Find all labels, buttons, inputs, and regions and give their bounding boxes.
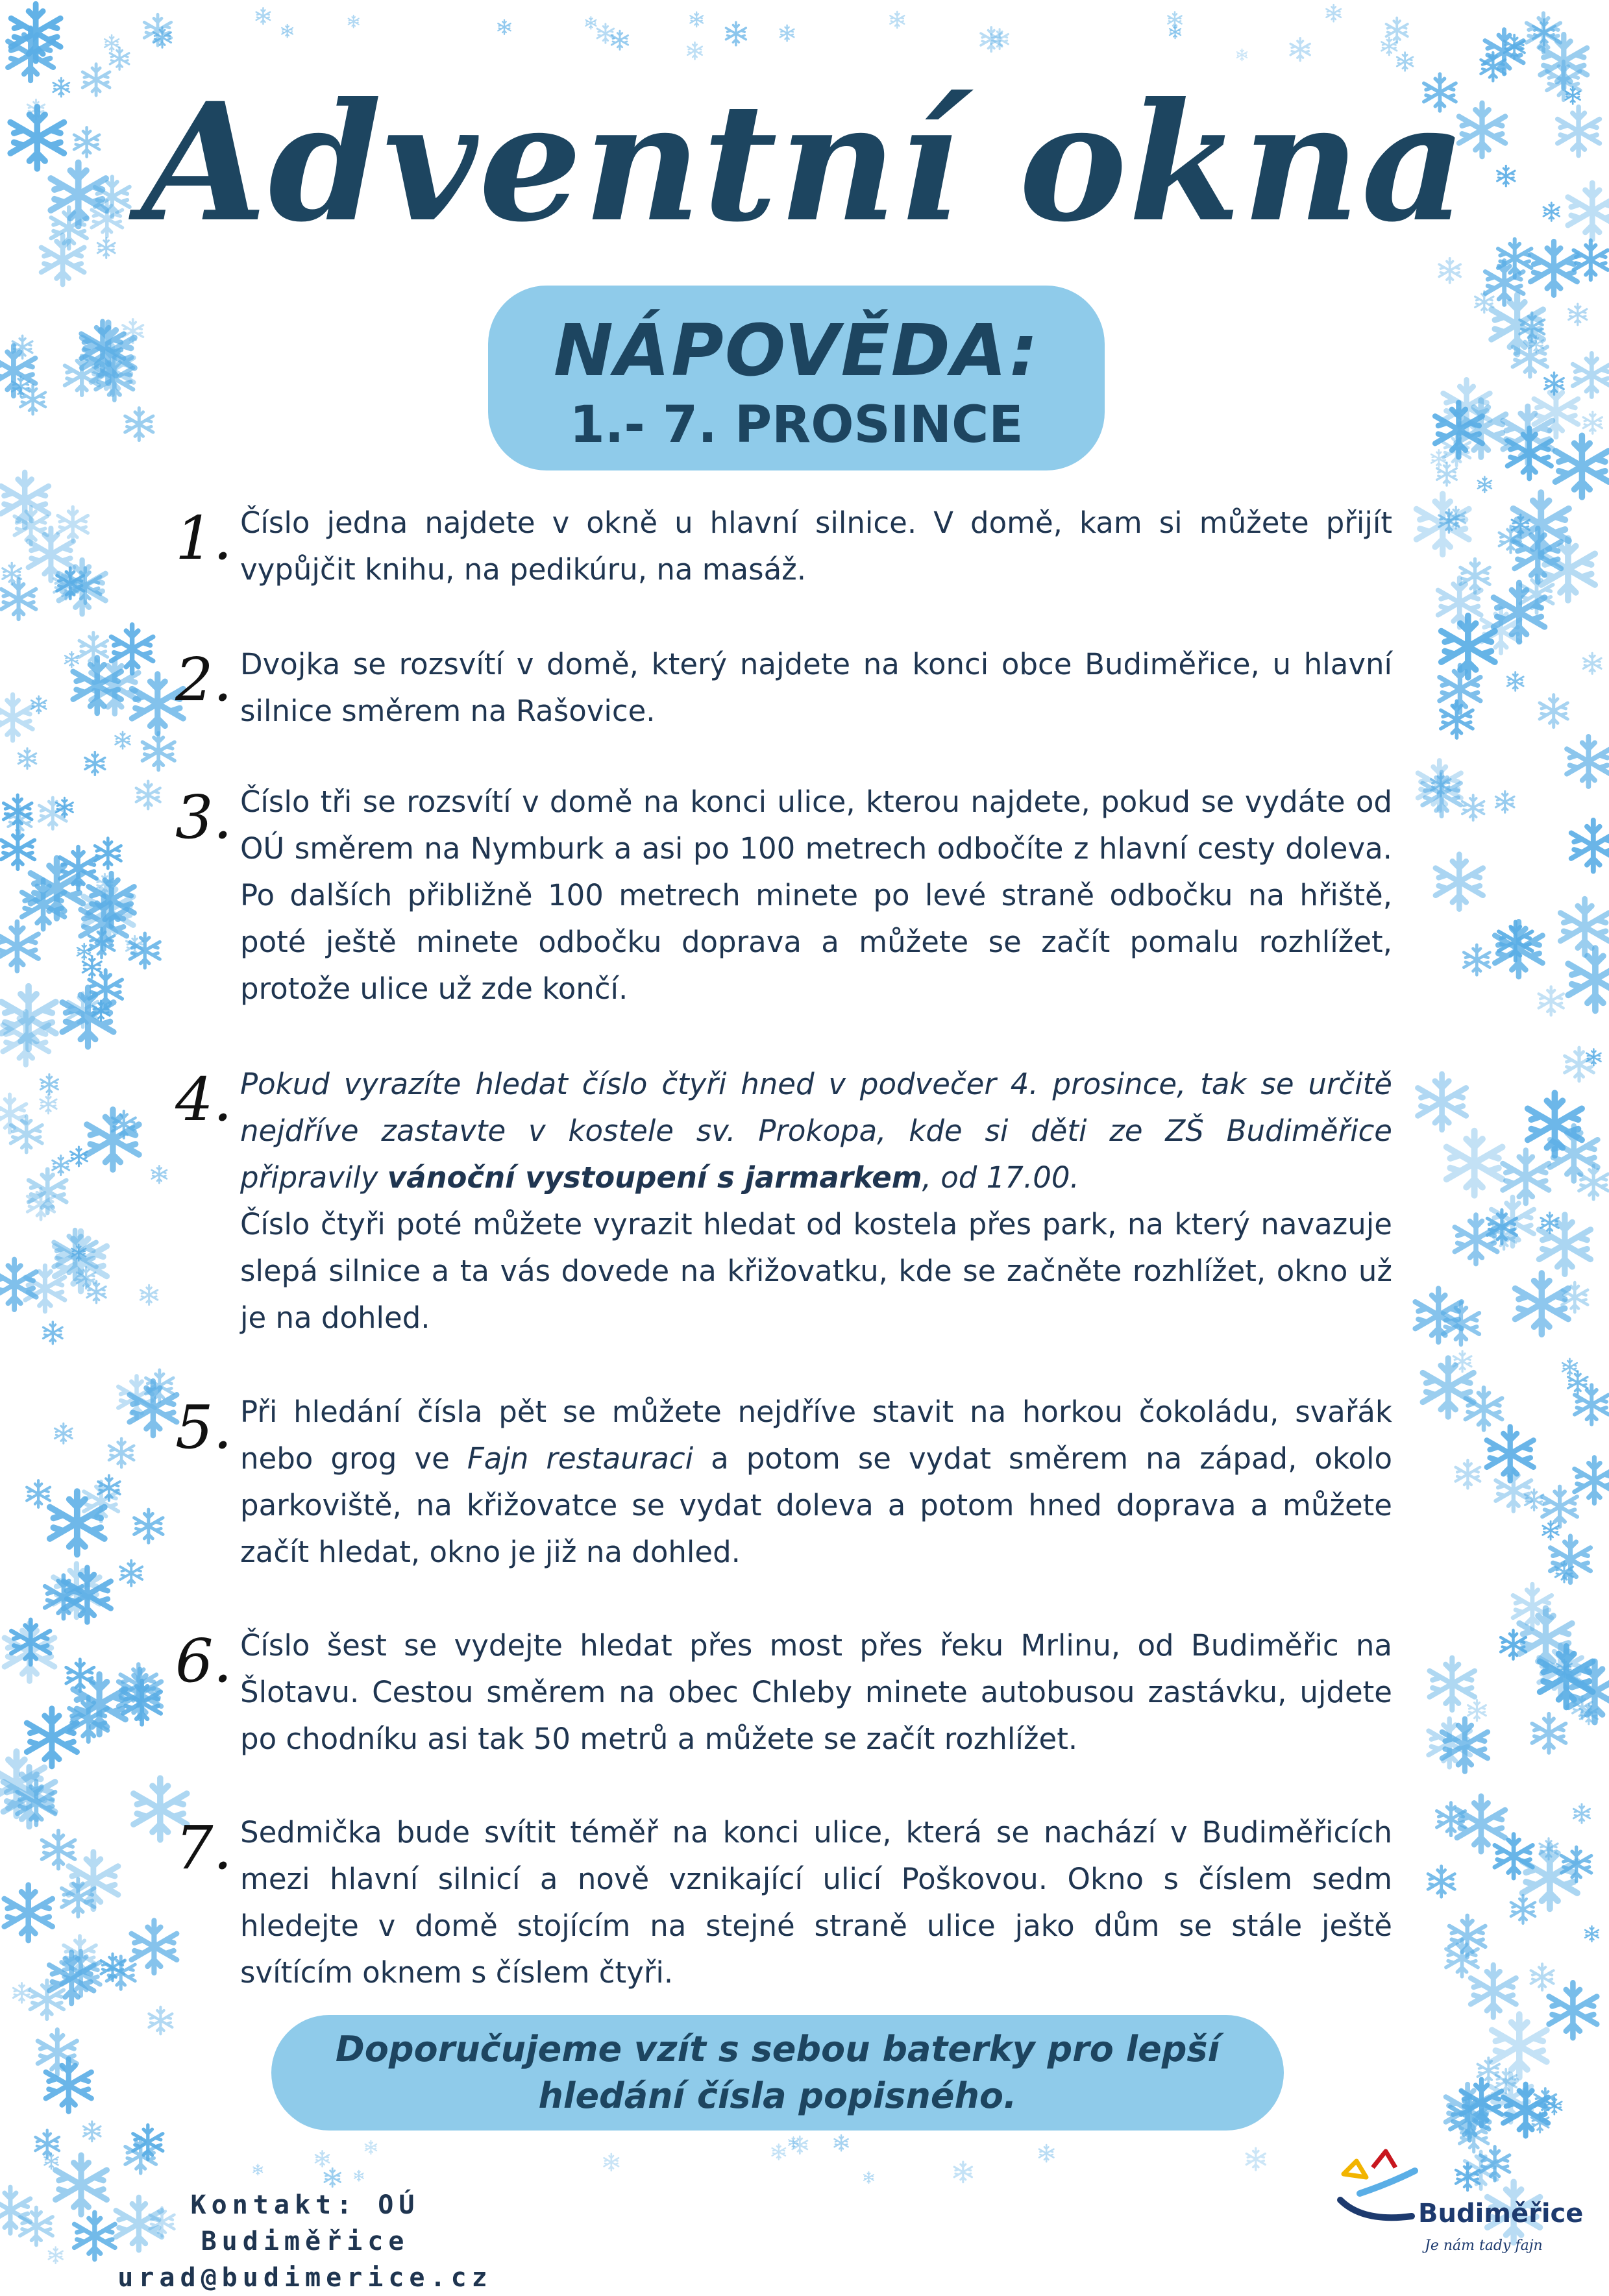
snowflake-icon [597, 24, 614, 43]
snowflake-icon [1579, 1166, 1608, 1199]
snowflake-icon [58, 507, 88, 542]
snowflake-icon [42, 1831, 75, 1869]
snowflake-icon [1447, 1131, 1503, 1195]
snowflake-icon [585, 17, 596, 29]
item-number: 3. [175, 783, 232, 852]
snowflake-icon [1549, 1983, 1597, 2038]
item-number: 4. [175, 1065, 232, 1134]
snowflake-icon [40, 1095, 56, 1114]
snowflake-icon [772, 2144, 785, 2160]
snowflake-icon [35, 2130, 59, 2157]
snowflake-icon [1478, 477, 1492, 493]
item-number: 1. [175, 504, 232, 573]
snowflake-icon [1569, 304, 1587, 324]
snowflake-icon [1573, 1804, 1590, 1823]
snowflake-icon [40, 1074, 58, 1094]
contact-office: Kontakt: OÚ Budiměřice [190, 2190, 420, 2256]
snowflake-icon [1527, 13, 1560, 52]
snowflake-icon [82, 957, 101, 978]
snowflake-icon [1462, 795, 1484, 820]
snowflake-icon [1170, 25, 1181, 38]
snowflake-icon [1542, 1487, 1577, 1527]
item-number: 7. [175, 1813, 232, 1883]
item-text: Číslo jedna najdete v okně u hlavní silnice. V domě, kam si můžete přijít vypůjčit knihu, na pedikúru, na masáž. [240, 506, 1392, 587]
snowflake-icon [604, 2154, 619, 2171]
snowflake-icon [65, 652, 79, 667]
hint-banner [488, 286, 1105, 470]
snowflake-icon [1457, 1796, 1505, 1852]
snowflake-icon [27, 1480, 50, 1508]
snowflake-icon [1423, 1358, 1473, 1417]
snowflake-icon [66, 1659, 94, 1692]
snowflake-icon [611, 31, 628, 49]
snowflake-icon [120, 1561, 142, 1586]
snowflake-icon [0, 922, 38, 971]
snowflake-icon [1573, 353, 1609, 397]
contact-info [78, 2187, 532, 2296]
snowflake-icon [1583, 653, 1601, 674]
snowflake-icon [3, 1012, 49, 1065]
item-text: Číslo tři se rozsvítí v domě na konci ulice, kterou najdete, pokud se vydáte od OÚ směrem na Nymburk a asi po 100 metrech odbočíte z hlavní cesty doleva. Po dalších přibližně 100 metrech minete po levé straně odbočku na hřiště, poté ještě minete odbočku doprava a můžete se začít pomalu rozhlížet, protože ulice už zde končí. [240, 785, 1392, 1006]
snowflake-icon [1511, 1896, 1535, 1924]
snowflake-icon [1555, 435, 1608, 497]
snowflake-icon [1503, 1150, 1549, 1203]
snowflake-icon [1568, 948, 1609, 1010]
snowflake-icon [354, 2171, 363, 2181]
snowflake-icon [1326, 5, 1340, 21]
snowflake-icon [1428, 1866, 1455, 1898]
snowflake-icon [27, 1709, 77, 1766]
snowflake-icon [864, 2172, 874, 2184]
snowflake-icon [79, 633, 108, 665]
snowflake-icon [1515, 1273, 1568, 1334]
snowflake-icon [1416, 1289, 1462, 1342]
municipality-logo [1337, 2148, 1584, 2271]
snowflake-icon [1430, 1658, 1475, 1710]
snowflake-icon [1468, 1700, 1486, 1721]
snowflake-icon [835, 2135, 848, 2151]
item-number: 2. [175, 645, 232, 714]
snowflake-icon [142, 733, 174, 770]
snowflake-icon [1471, 1965, 1516, 2018]
snowflake-icon [1539, 986, 1564, 1015]
snowflake-icon [253, 2164, 262, 2175]
snowflake-icon [315, 2151, 329, 2166]
snowflake-icon [1290, 38, 1310, 61]
snowflake-icon [104, 35, 119, 51]
snowflake-icon [85, 752, 105, 776]
snowflake-icon [140, 1285, 157, 1304]
logo-slogan: Je nám tady fajn [1425, 2238, 1543, 2254]
snowflake-icon [1560, 899, 1609, 955]
recommendation-line: Doporučujeme vzít s sebou baterky pro lepší [335, 2029, 1220, 2070]
snowflake-icon [282, 25, 293, 38]
snowflake-icon [152, 1166, 167, 1183]
snowflake-icon [1449, 1916, 1485, 1957]
snowflake-icon [890, 12, 904, 28]
snowflake-icon [954, 2162, 972, 2182]
snowflake-icon [95, 838, 121, 869]
snowflake-icon [365, 2141, 377, 2154]
snowflake-icon [1575, 1458, 1609, 1504]
snowflake-icon [1585, 1926, 1599, 1942]
snowflake-icon [1439, 258, 1460, 283]
recommendation-line: hledání čísla popisného. [538, 2075, 1017, 2116]
snowflake-icon [116, 731, 130, 748]
snowflake-icon [43, 1322, 62, 1344]
restaurant-name: Fajn restauraci [467, 1441, 694, 1476]
item-text: Sedmička bude svítit téměř na konci ulice, která se nachází v Budiměřicích mezi hlavní silnicí a nově vznikající ulicí Poškovou. Okno s číslem sedm hledejte v domě stojícím na stejné straně ulice jako dům se stále ještě svítícím oknem s číslem čtyři. [240, 1815, 1392, 1990]
snowflake-icon [49, 2247, 63, 2264]
snowflake-icon [1487, 1427, 1534, 1481]
snowflake-icon [1540, 695, 1567, 727]
snowflake-icon [1531, 1964, 1554, 1990]
snowflake-icon [1571, 820, 1609, 872]
snowflake-icon [1547, 2097, 1562, 2114]
snowflake-icon [1508, 428, 1551, 479]
item-text: Pokud vyrazíte hledat číslo čtyři hned v podvečer 4. prosince, tak se určitě nejdříve zastavte v kostele sv. Prokopa, kde si děti ze ZŠ Budiměřice připravily vánoční vystoupení s jarmarkem, od 17.00. Číslo čtyři poté můžete vyrazit hledat od kostela přes park, na který navazuje slepá silnice a ta vás dovede na křižovatku, kde se začněte rozhlížet, okno už je na dohled. [240, 1067, 1392, 1335]
snowflake-icon [5, 1885, 53, 1941]
snowflake-icon [1567, 737, 1609, 787]
snowflake-icon [349, 16, 359, 28]
snowflake-icon [1583, 412, 1602, 434]
snowflake-icon [1464, 945, 1490, 975]
recommendation-banner [271, 2015, 1284, 2131]
snowflake-icon [690, 12, 703, 27]
snowflake-icon [109, 1439, 134, 1467]
snowflake-icon [1, 580, 36, 620]
snowflake-icon [134, 1509, 163, 1543]
snowflake-icon [1418, 1074, 1466, 1130]
snowflake-icon [1237, 49, 1247, 61]
snowflake-icon [325, 2168, 341, 2186]
item-text: Při hledání čísla pět se můžete nejdříve stavit na horkou čokoládu, svařák nebo grog ve Fajn restauraci a potom se vydat směrem na západ, okolo parkoviště, na křižovatce se vydat doleva a potom hned doprava a můžete začít hledat, okno je již na dohled. [240, 1395, 1392, 1569]
snowflake-icon [1436, 855, 1483, 909]
page-title: Adventní okna [141, 67, 1468, 258]
snowflake-icon [55, 1423, 72, 1443]
snowflake-icon [1565, 1047, 1594, 1081]
snowflake-icon [53, 1156, 69, 1175]
contact-email[interactable]: urad@budimerice.cz [117, 2263, 493, 2293]
snowflake-icon [1507, 672, 1523, 691]
snowflake-icon [726, 22, 746, 45]
item-text: Číslo šest se vydejte hledat přes most přes řeku Mrlinu, od Budiměřic na Šlotavu. Cestou směrem na obec Chleby minete autobusou zastávku, ujdete po chodníku asi tak 50 metrů a můžete se začít rozhlížet. [240, 1628, 1392, 1756]
snowflake-icon [13, 1983, 30, 2003]
snowflake-icon [1039, 2145, 1053, 2162]
snowflake-icon [256, 8, 270, 24]
snowflake-icon [1568, 1371, 1588, 1394]
snowflake-icon [131, 1920, 177, 1973]
item-number: 5. [175, 1393, 232, 1462]
snowflake-icon [1, 831, 35, 870]
snowflake-icon [0, 694, 32, 740]
snowflake-icon [1416, 494, 1469, 554]
snowflake-icon [1492, 2014, 1547, 2077]
snowflake-icon [10, 1116, 42, 1153]
snowflake-icon [1496, 791, 1514, 812]
snowflake-icon [149, 2007, 172, 2034]
snowflake-icon [83, 2121, 101, 2142]
item-text: Dvojka se rozsvítí v domě, který najdete na konci obce Budiměřice, u hlavní silnice směrem na Rašovice. [240, 647, 1392, 728]
snowflake-icon [780, 25, 794, 42]
snowflake-icon [1532, 1714, 1566, 1753]
event-highlight: vánoční vystoupení s jarmarkem [387, 1160, 922, 1195]
snowflake-icon [1246, 2148, 1265, 2170]
snowflake-icon [136, 781, 160, 809]
logo-name: Budiměřice [1418, 2199, 1584, 2229]
hint-heading: NÁPOVĚDA: [553, 309, 1040, 392]
snowflake-icon [111, 625, 153, 673]
snowflake-icon [18, 748, 36, 769]
snowflake-icon [125, 408, 153, 441]
item-number: 6. [175, 1626, 232, 1696]
snowflake-icon [0, 2187, 31, 2233]
snowflake-icon [1437, 463, 1456, 485]
snowflake-icon [1456, 1460, 1480, 1489]
snowflake-icon [687, 42, 702, 59]
snowflake-icon [498, 20, 510, 34]
hint-dates: 1.- 7. PROSINCE [569, 396, 1024, 454]
snowflake-icon [1543, 1521, 1559, 1539]
